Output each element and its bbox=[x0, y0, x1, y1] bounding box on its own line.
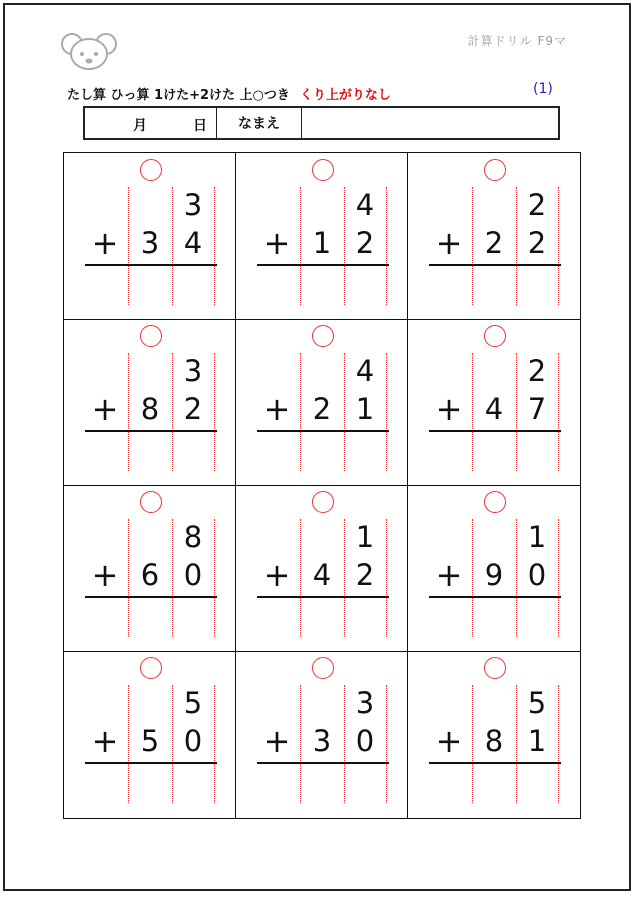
top-number: 8 bbox=[183, 520, 203, 554]
column-guide bbox=[214, 519, 215, 637]
column-guide bbox=[172, 519, 173, 637]
column-guide bbox=[172, 187, 173, 305]
bottom-tens-digit: 8 bbox=[140, 392, 160, 426]
sheet-number: (1) bbox=[533, 81, 553, 97]
bottom-tens-digit: 5 bbox=[140, 724, 160, 758]
column-guide bbox=[344, 353, 345, 471]
answer-line bbox=[257, 430, 389, 432]
column-guide bbox=[300, 187, 301, 305]
column-guide bbox=[558, 187, 559, 305]
problem-6 bbox=[408, 319, 580, 485]
bottom-tens-digit: 4 bbox=[484, 392, 504, 426]
answer-line bbox=[85, 596, 217, 598]
problem-8 bbox=[236, 485, 408, 651]
column-guide bbox=[128, 187, 129, 305]
problem-7 bbox=[64, 485, 236, 651]
column-guide bbox=[300, 519, 301, 637]
column-guide bbox=[386, 685, 387, 803]
problem-10 bbox=[64, 651, 236, 817]
column-guide bbox=[516, 685, 517, 803]
column-guide bbox=[172, 685, 173, 803]
answer-line bbox=[85, 430, 217, 432]
problem-5 bbox=[236, 319, 408, 485]
bottom-tens-digit: 2 bbox=[312, 392, 332, 426]
top-number: 3 bbox=[183, 354, 203, 388]
bottom-tens-digit: 9 bbox=[484, 558, 504, 592]
drill-code: 計算ドリル F9マ bbox=[467, 34, 567, 48]
top-number: 4 bbox=[355, 188, 375, 222]
answer-circle-icon bbox=[140, 325, 162, 347]
top-number: 2 bbox=[527, 188, 547, 222]
column-guide bbox=[214, 685, 215, 803]
answer-line bbox=[429, 762, 561, 764]
answer-line bbox=[257, 596, 389, 598]
top-number: 3 bbox=[355, 686, 375, 720]
bottom-tens-digit: 2 bbox=[484, 226, 504, 260]
column-guide bbox=[214, 187, 215, 305]
answer-circle-icon bbox=[312, 491, 334, 513]
bottom-ones-digit: 2 bbox=[183, 392, 203, 426]
top-number: 3 bbox=[183, 188, 203, 222]
name-field[interactable] bbox=[302, 108, 558, 138]
answer-line bbox=[257, 264, 389, 266]
column-guide bbox=[386, 353, 387, 471]
bottom-ones-digit: 1 bbox=[527, 724, 547, 758]
plus-sign: + bbox=[263, 722, 291, 760]
bottom-tens-digit: 4 bbox=[312, 558, 332, 592]
answer-circle-icon bbox=[312, 325, 334, 347]
plus-sign: + bbox=[263, 556, 291, 594]
column-guide bbox=[516, 353, 517, 471]
column-guide bbox=[172, 353, 173, 471]
column-guide bbox=[344, 685, 345, 803]
top-number: 1 bbox=[527, 520, 547, 554]
plus-sign: + bbox=[91, 556, 119, 594]
top-number: 5 bbox=[183, 686, 203, 720]
column-guide bbox=[214, 353, 215, 471]
answer-circle-icon bbox=[484, 657, 506, 679]
plus-sign: + bbox=[435, 390, 463, 428]
answer-circle-icon bbox=[484, 491, 506, 513]
bottom-ones-digit: 0 bbox=[183, 724, 203, 758]
bottom-ones-digit: 0 bbox=[355, 724, 375, 758]
answer-line bbox=[429, 430, 561, 432]
answer-line bbox=[429, 596, 561, 598]
column-guide bbox=[472, 685, 473, 803]
date-field[interactable] bbox=[85, 108, 217, 138]
problem-4 bbox=[64, 319, 236, 485]
bottom-ones-digit: 2 bbox=[527, 226, 547, 260]
column-guide bbox=[128, 353, 129, 471]
answer-circle-icon bbox=[140, 491, 162, 513]
problem-9 bbox=[408, 485, 580, 651]
bottom-tens-digit: 3 bbox=[312, 724, 332, 758]
answer-circle-icon bbox=[140, 657, 162, 679]
column-guide bbox=[516, 187, 517, 305]
bottom-ones-digit: 2 bbox=[355, 558, 375, 592]
answer-circle-icon bbox=[484, 325, 506, 347]
bottom-tens-digit: 6 bbox=[140, 558, 160, 592]
day-label: 日 bbox=[193, 118, 207, 134]
column-guide bbox=[128, 685, 129, 803]
bottom-tens-digit: 3 bbox=[140, 226, 160, 260]
answer-circle-icon bbox=[484, 159, 506, 181]
name-date-box bbox=[83, 106, 560, 140]
bottom-tens-digit: 1 bbox=[312, 226, 332, 260]
top-number: 2 bbox=[527, 354, 547, 388]
answer-circle-icon bbox=[140, 159, 162, 181]
column-guide bbox=[300, 353, 301, 471]
column-guide bbox=[386, 187, 387, 305]
problem-11 bbox=[236, 651, 408, 817]
top-number: 5 bbox=[527, 686, 547, 720]
top-number: 4 bbox=[355, 354, 375, 388]
column-guide bbox=[558, 685, 559, 803]
bottom-ones-digit: 1 bbox=[355, 392, 375, 426]
bottom-ones-digit: 0 bbox=[527, 558, 547, 592]
problem-2 bbox=[236, 153, 408, 319]
column-guide bbox=[516, 519, 517, 637]
answer-line bbox=[429, 264, 561, 266]
plus-sign: + bbox=[435, 224, 463, 262]
column-guide bbox=[386, 519, 387, 637]
answer-line bbox=[85, 762, 217, 764]
column-guide bbox=[472, 353, 473, 471]
bottom-ones-digit: 4 bbox=[183, 226, 203, 260]
top-number: 1 bbox=[355, 520, 375, 554]
worksheet-title bbox=[67, 84, 391, 103]
mouse-logo-icon bbox=[60, 30, 118, 72]
problem-3 bbox=[408, 153, 580, 319]
answer-circle-icon bbox=[312, 657, 334, 679]
answer-line bbox=[85, 264, 217, 266]
column-guide bbox=[128, 519, 129, 637]
bottom-ones-digit: 2 bbox=[355, 226, 375, 260]
plus-sign: + bbox=[91, 722, 119, 760]
problem-grid bbox=[63, 152, 581, 819]
answer-line bbox=[257, 762, 389, 764]
plus-sign: + bbox=[91, 390, 119, 428]
worksheet-page bbox=[3, 3, 631, 891]
plus-sign: + bbox=[263, 224, 291, 262]
name-label: なまえ bbox=[217, 108, 302, 138]
plus-sign: + bbox=[263, 390, 291, 428]
bottom-tens-digit: 8 bbox=[484, 724, 504, 758]
column-guide bbox=[472, 187, 473, 305]
month-label: 月 bbox=[133, 118, 147, 134]
column-guide bbox=[300, 685, 301, 803]
title-text: たし算 ひっ算 1けた+2けた 上○つき bbox=[67, 88, 290, 103]
column-guide bbox=[558, 519, 559, 637]
column-guide bbox=[344, 519, 345, 637]
answer-circle-icon bbox=[312, 159, 334, 181]
plus-sign: + bbox=[435, 556, 463, 594]
column-guide bbox=[558, 353, 559, 471]
plus-sign: + bbox=[435, 722, 463, 760]
no-carry-label: くり上がりなし bbox=[299, 88, 391, 103]
column-guide bbox=[344, 187, 345, 305]
bottom-ones-digit: 0 bbox=[183, 558, 203, 592]
bottom-ones-digit: 7 bbox=[527, 392, 547, 426]
plus-sign: + bbox=[91, 224, 119, 262]
problem-12 bbox=[408, 651, 580, 817]
problem-1 bbox=[64, 153, 236, 319]
column-guide bbox=[472, 519, 473, 637]
